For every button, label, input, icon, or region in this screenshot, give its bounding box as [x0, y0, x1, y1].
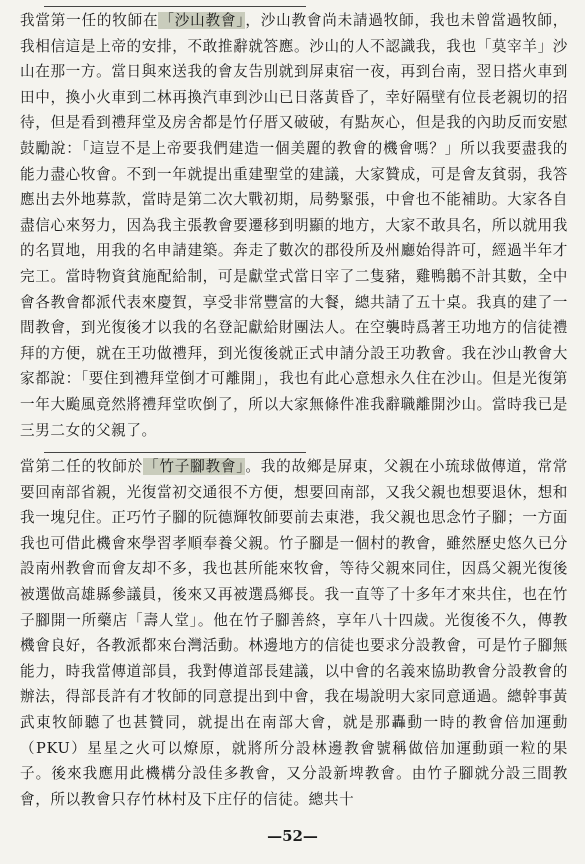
church-name-highlight: 「竹子腳教會」	[144, 458, 245, 475]
page-number: —52—	[267, 827, 318, 845]
section-rule-middle	[44, 452, 306, 453]
paragraph-zhuzijiao-church	[20, 454, 568, 812]
paragraph-body: 。我的故鄉是屏東，父親在小琉球做傳道，常常要回南部省親，光復當初交通很不方便，想要回南部，又我父親也想要退休，想和我一塊兒住。正巧竹子腳的阮德輝牧師要前去東港，我父親也思念竹子腳；一方面我也可借此機會來學習孝順奉養父親。竹子腳是一個村的教會，雖然歷史悠久已分設南州教會而會友却不多，我也甚所能來牧會，等待父親來同住，因爲父親光復後被選做高雄縣參議員，後來又再被選爲鄉長。我一直等了十多年才來共住，也在竹子腳開一所藥店「壽人堂」。他在竹子腳善終，享年八十四歲。光復後不久，傳教機會良好，各教派都來台灣活動。林邊地方的信徒也要求分設教會，可是竹子腳無能力，時我當傳道部員，我對傳道部長建議，以中會的名義來協助教會分設教會的辦法，得部長許有才牧師的同意提出到中會，我在場說明大家同意通過。總幹事黃武東牧師聽了也甚贊同，就提出在南部大會，就是那轟動一時的教會倍加運動（PKU）星星之火可以燎原，就將所分設林邊教會號稱做倍加運動頭一粒的果子。後來我應用此機構分設佳多教會，又分設新埤教會。由竹子腳就分設三間教會，所以教會只存竹林村及下庄仔的信徒。總共十	[20, 458, 568, 808]
paragraph-lead: 當第二任的牧師於	[20, 458, 143, 475]
paragraph-body: ，沙山教會尚未請過牧師，我也未曾當過牧師，我相信這是上帝的安排，不敢推辭就答應。沙山的人不認識我，我也「莫宰羊」沙山在那一方。當日與來送我的會友告別就到屏東宿一夜，再到台南，翌日搭火車到田中，換小火車到二林再換汽車到沙山已日落黃昏了，幸好隔壁有位長老親切的招待，但是看到禮拜堂及房舍都是竹仔厝又破破，有點灰心，但是我的內助反而安慰鼓勵說：「這豈不是上帝要我們建造一個美麗的教會的機會嗎？」所以我要盡我的能力盡心牧會。不到一年就提出重建聖堂的建議，大家贊成，可是會友貧弱，我答應出去外地募款，當時是第二次大戰初期，局勢緊張，中會也不能補助。大家各自盡信心來努力，因為我主張教會要遷移到明顯的地方，大家不敢具名，所以就用我的名買地，用我的名申請建築。奔走了數次的郡役所及州廳始得許可，經過半年才完工。當時物資貧施配給制，可是獻堂式當日宰了二隻豬，雞鴨鵝不計其數，全中會各教會都派代表來慶賀，享受非常豐富的大餐，總共請了五十桌。我真的建了一間教會，到光復後才以我的名登記獻給財團法人。在空襲時爲著王功地方的信徒禮拜的方便，就在王功做禮拜，到光復後就正式申請分設王功教會。我在沙山教會大家都說：「要住到禮拜堂倒才可離開」，我也有此心意想永久住在沙山。但是光復第一年大颱風竟然將禮拜堂吹倒了，所以大家無條件准我辭職離開沙山。當時我已是三男二女的父親了。	[20, 12, 568, 439]
paragraph-shashan-church	[20, 8, 568, 443]
paragraph-lead: 我當第一任的牧師在	[20, 12, 159, 29]
section-rule-top	[44, 6, 306, 7]
church-name-highlight: 「沙山教會」	[159, 12, 245, 29]
